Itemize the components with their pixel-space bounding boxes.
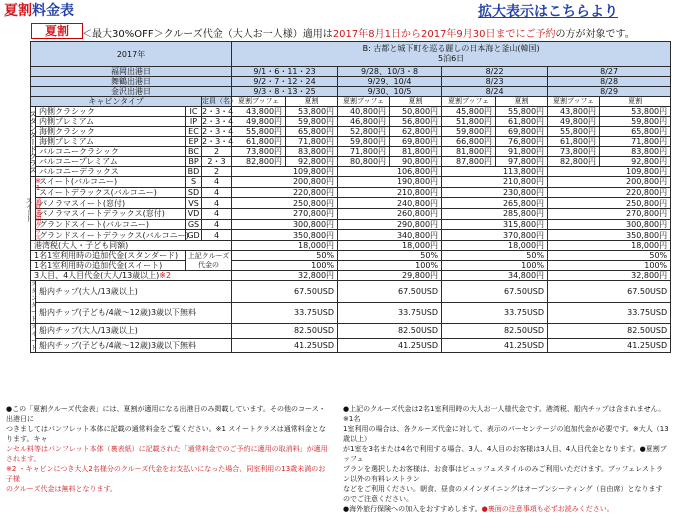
price-cell: 92,800円 xyxy=(600,157,671,167)
cabin-code: IP xyxy=(186,117,202,127)
col-buffet: 夏割ブッフェ xyxy=(442,97,496,107)
cabin-name: パノラマスイート(窓付) xyxy=(36,198,186,209)
price-cell: 80,800円 xyxy=(338,157,390,167)
footer-left-line: ●この「夏割クルーズ代金表」には、夏割が適用になる出港日のみ掲載しています。その他のコース・出港日に xyxy=(6,405,326,423)
price-cell: 73,800円 xyxy=(548,147,600,157)
third-person-note: ※2 xyxy=(159,271,172,280)
price-cell: 49,800円 xyxy=(548,117,600,127)
col-natsuwari: 夏割 xyxy=(600,97,671,107)
port-tax-value: 18,000円 xyxy=(442,241,548,251)
price-cell: 51,800円 xyxy=(442,117,496,127)
extra-label xyxy=(31,271,232,281)
footer-left-line: つきましてはパンフレット本体に記載の通常料金をご覧ください。※1 スイートクラスは通常料金となります。キャ xyxy=(6,425,326,443)
price-cell: 73,800円 xyxy=(232,147,286,157)
tip-group-standard: スタンダード xyxy=(31,281,38,323)
footer-left-line: ンセル料等はパンフレット本体（裏表紙）に記載された「通常料金でのご予約に適用の取消料」が適用されます。 xyxy=(6,445,328,463)
price-cell: 59,800円 xyxy=(286,117,338,127)
natsuwari-badge: 夏割 xyxy=(31,23,83,39)
price-cell: 113,800円 xyxy=(442,167,548,177)
cabin-name: グランドスイート(バルコニー) xyxy=(36,219,186,230)
price-cell: 83,800円 xyxy=(286,147,338,157)
port-row-maizuru xyxy=(31,77,671,87)
extra-row-standard xyxy=(31,251,671,261)
price-cell: 270,800円 xyxy=(548,208,671,219)
price-cell: 69,800円 xyxy=(496,127,548,137)
col-cabin-type: キャビンタイプ xyxy=(31,97,202,107)
tip-value: 33.75USD xyxy=(442,302,548,324)
cabin-row xyxy=(31,208,671,219)
cabin-name: バルコニーデラックス xyxy=(36,167,186,177)
tip-value: 82.50USD xyxy=(442,324,548,339)
cabin-name: 内側クラシック xyxy=(36,107,186,117)
price-cell: 62,800円 xyxy=(390,127,442,137)
extra-value: 50% xyxy=(548,251,671,261)
price-cell: 109,800円 xyxy=(232,167,338,177)
extra-note: 上記クルーズ代金の xyxy=(186,251,232,271)
price-cell: 71,800円 xyxy=(600,137,671,147)
cabin-capacity: 2・3・4 xyxy=(202,117,234,126)
price-cell: 87,800円 xyxy=(442,157,496,167)
cabin-capacity: 2 xyxy=(202,147,232,157)
tip-value: 67.50USD xyxy=(442,281,548,303)
price-cell: 106,800円 xyxy=(338,167,442,177)
cabin-capacity: 4 xyxy=(202,208,232,219)
extra-value: 50% xyxy=(442,251,548,261)
cabin-capacity: 4 xyxy=(202,177,232,188)
col-buffet: 夏割ブッフェ xyxy=(548,97,600,107)
price-cell: 220,800円 xyxy=(548,187,671,198)
extra-value: 100% xyxy=(232,261,338,271)
port-date: 8/23 xyxy=(442,77,548,87)
tip-row xyxy=(31,324,671,339)
col-capacity: 定員（名） xyxy=(202,97,237,105)
price-cell: 43,800円 xyxy=(232,107,286,117)
price-cell: 290,800円 xyxy=(338,219,442,230)
tip-value: 67.50USD xyxy=(548,281,671,303)
price-cell: 61,800円 xyxy=(496,117,548,127)
price-cell: 56,800円 xyxy=(390,117,442,127)
third-person-label: 3人目、4人目代金(大人/13歳以上) xyxy=(34,271,160,280)
tip-value: 41.25USD xyxy=(548,338,671,353)
tip-label: 船内チップ(子ども/4歳～12歳)3歳以下無料 xyxy=(36,302,232,324)
cabin-name: バルコニークラシック xyxy=(36,147,186,157)
footer-right-line: などをご利用ください。朝食、昼食のメインダイニングはオープンシーティング（自由席）となりますのでご注意ください。 xyxy=(343,485,663,503)
port-date: 8/27 xyxy=(548,67,671,77)
footer-right xyxy=(343,404,669,514)
suite-label: スイート xyxy=(25,196,33,221)
price-cell: 81,800円 xyxy=(442,147,496,157)
cabin-capacity: 2 xyxy=(202,167,232,177)
cabin-row xyxy=(31,198,671,209)
footer-warning: ●裏面の注意事項も必ずお読みください。 xyxy=(481,505,614,513)
port-date: 9/2・7・12・24 xyxy=(232,77,338,87)
price-cell: 190,800円 xyxy=(338,177,442,188)
cabin-row xyxy=(31,107,671,117)
price-cell: 53,800円 xyxy=(600,107,671,117)
cabin-code: EC xyxy=(186,127,202,137)
cabin-name: 海側プレミアム xyxy=(36,137,186,147)
extra-value: 100% xyxy=(442,261,548,271)
cabin-code: VD xyxy=(186,208,202,219)
footer-right-line: 1室利用の場合は、各クルーズ代金に対して、表示のパーセンテージの追加代金が必要です。※大人（13歳以上） xyxy=(343,425,669,443)
price-cell: 43,800円 xyxy=(548,107,600,117)
cabin-capacity: 2・3・4 xyxy=(202,137,234,146)
cabin-capacity: 4 xyxy=(202,198,232,209)
price-cell: 340,800円 xyxy=(338,230,442,241)
cabin-capacity: 2・3・4 xyxy=(202,127,234,136)
route-nights: 5泊6日 xyxy=(438,54,465,63)
extra-value: 34,800円 xyxy=(442,271,548,281)
footer-right-line: が1室を3名または4名で利用する場合、3人、4人目のお客様は3人目、4人目代金となります。●夏割ブッフェ xyxy=(343,445,667,463)
cabin-capacity: 4 xyxy=(202,219,232,230)
suite-note: ※1 通常適用クラス xyxy=(34,177,42,240)
tip-value: 41.25USD xyxy=(338,338,442,353)
price-cell: 65,800円 xyxy=(600,127,671,137)
cabin-name: バルコニープレミアム xyxy=(36,157,186,167)
suite-class-label xyxy=(25,177,42,241)
tip-label: 船内チップ(子ども/4歳～12歳)3歳以下無料 xyxy=(36,338,232,353)
tip-value: 33.75USD xyxy=(548,302,671,324)
tip-row xyxy=(31,338,671,353)
cabin-row xyxy=(31,127,671,137)
port-date: 9/30、10/5 xyxy=(338,87,442,97)
extra-value: 32,800円 xyxy=(548,271,671,281)
price-table xyxy=(25,41,671,353)
cabin-capacity: 4 xyxy=(202,187,232,198)
price-cell: 52,800円 xyxy=(338,127,390,137)
footer-right-line xyxy=(343,504,669,514)
price-cell: 260,800円 xyxy=(338,208,442,219)
standard-class-label: スタンダードクラス xyxy=(31,107,36,177)
cabin-code: BC xyxy=(186,147,202,157)
price-cell: 82,800円 xyxy=(232,157,286,167)
route-cell xyxy=(232,42,671,67)
col-natsuwari: 夏割 xyxy=(390,97,442,107)
extra-value: 100% xyxy=(338,261,442,271)
footer-left-line: ※2 ・キャビンにつき大人2名様分のクルーズ代金をお支払いになった場合、同室利用の13歳未満のお子様 xyxy=(6,465,326,483)
tip-value: 33.75USD xyxy=(338,302,442,324)
tip-label: 船内チップ(大人/13歳以上) xyxy=(36,324,232,339)
cabin-code: BD xyxy=(186,167,202,177)
port-date: 9/3・8・13・25 xyxy=(232,87,338,97)
price-cell: 55,800円 xyxy=(232,127,286,137)
cabin-row xyxy=(31,137,671,147)
price-cell: 71,800円 xyxy=(286,137,338,147)
price-cell: 90,800円 xyxy=(390,157,442,167)
price-cell: 109,800円 xyxy=(548,167,671,177)
footer-right-line: ●上記のクルーズ代金は2名1室利用時の大人お一人様代金です。港湾税、船内チップは含まれません。 ※1名 xyxy=(343,405,666,423)
tip-value: 67.50USD xyxy=(338,281,442,303)
price-cell: 49,800円 xyxy=(232,117,286,127)
col-buffet: 夏割ブッフェ xyxy=(232,97,286,107)
cabin-name: スイートデラックス(バルコニー) xyxy=(36,187,186,198)
price-cell: 69,800円 xyxy=(390,137,442,147)
price-cell: 91,800円 xyxy=(496,147,548,157)
footer-left xyxy=(6,404,332,494)
port-tax-value: 18,000円 xyxy=(338,241,442,251)
cabin-row xyxy=(31,117,671,127)
col-natsuwari: 夏割 xyxy=(286,97,338,107)
price-cell: 300,800円 xyxy=(548,219,671,230)
price-cell: 230,800円 xyxy=(442,187,548,198)
cabin-name: パノラマスイートデラックス(窓付) xyxy=(36,208,186,219)
cabin-name: グランドスイートデラックス(バルコニー) xyxy=(36,230,186,241)
cabin-capacity: 2・3 xyxy=(202,157,232,167)
cabin-code: EP xyxy=(186,137,202,147)
price-cell: 285,800円 xyxy=(442,208,548,219)
col-natsuwari: 夏割 xyxy=(496,97,548,107)
port-date: 9/1・6・11・23 xyxy=(232,67,338,77)
port-name: 舞鶴出港日 xyxy=(31,77,232,87)
route-name: B: 古都と城下町を巡る麗しの日本海と釜山(韓国) xyxy=(362,44,540,53)
cabin-row xyxy=(31,167,671,177)
subheader-highlight: 2017年8月1日から2017年9月30日までにご予約 xyxy=(332,29,556,40)
column-header-row xyxy=(31,97,671,107)
tip-value: 82.50USD xyxy=(548,324,671,339)
port-date: 8/28 xyxy=(548,77,671,87)
price-cell: 83,800円 xyxy=(600,147,671,157)
tip-value: 41.25USD xyxy=(232,338,338,353)
extra-value: 29,800円 xyxy=(338,271,442,281)
tip-value: 67.50USD xyxy=(232,281,338,303)
price-cell: 61,800円 xyxy=(548,137,600,147)
enlarge-link[interactable]: 拡大表示はこちらより xyxy=(478,4,618,20)
price-cell: 250,800円 xyxy=(548,198,671,209)
tip-value: 33.75USD xyxy=(232,302,338,324)
cabin-name: 海側クラシック xyxy=(36,127,186,137)
tip-value: 82.50USD xyxy=(232,324,338,339)
price-cell: 240,800円 xyxy=(338,198,442,209)
extra-value: 50% xyxy=(338,251,442,261)
price-cell: 76,800円 xyxy=(496,137,548,147)
price-cell: 350,800円 xyxy=(232,230,338,241)
price-cell: 315,800円 xyxy=(442,219,548,230)
cabin-name: スイート(バルコニー) xyxy=(36,177,186,188)
price-cell: 370,800円 xyxy=(442,230,548,241)
price-cell: 50,800円 xyxy=(390,107,442,117)
cabin-row xyxy=(31,230,671,241)
extra-label: 1名1室利用時の追加代金(スイート) xyxy=(31,261,186,271)
price-cell: 92,800円 xyxy=(286,157,338,167)
subheader xyxy=(82,25,635,40)
price-cell: 61,800円 xyxy=(232,137,286,147)
year-cell: 2017年 xyxy=(31,42,232,67)
extra-value: 100% xyxy=(548,261,671,271)
cabin-row xyxy=(31,147,671,157)
cabin-code: BP xyxy=(186,157,202,167)
price-cell: 200,800円 xyxy=(232,177,338,188)
price-cell: 97,800円 xyxy=(496,157,548,167)
price-cell: 59,800円 xyxy=(338,137,390,147)
cabin-capacity: 4 xyxy=(202,230,232,241)
cabin-code: GD xyxy=(187,230,200,240)
port-tax-row xyxy=(31,241,671,251)
port-date: 8/24 xyxy=(442,87,548,97)
cabin-capacity: 2・3・4 xyxy=(202,107,234,116)
port-date: 9/28、10/3・8 xyxy=(338,67,442,77)
title-ryokinhyo: 料金表 xyxy=(32,3,74,19)
port-tax-value: 18,000円 xyxy=(232,241,338,251)
price-cell: 65,800円 xyxy=(286,127,338,137)
price-cell: 350,800円 xyxy=(548,230,671,241)
cabin-row xyxy=(31,157,671,167)
price-cell: 66,800円 xyxy=(442,137,496,147)
price-cell: 270,800円 xyxy=(232,208,338,219)
price-cell: 265,800円 xyxy=(442,198,548,209)
port-date: 8/22 xyxy=(442,67,548,77)
price-cell: 53,800円 xyxy=(286,107,338,117)
extra-label: 1名1室利用時の追加代金(スタンダード) xyxy=(31,251,186,261)
port-date: 9/29、10/4 xyxy=(338,77,442,87)
price-cell: 59,800円 xyxy=(442,127,496,137)
extra-row-suite xyxy=(31,261,671,271)
price-cell: 82,800円 xyxy=(548,157,600,167)
price-cell: 71,800円 xyxy=(338,147,390,157)
col-buffet: 夏割ブッフェ xyxy=(338,97,390,107)
price-cell: 55,800円 xyxy=(496,107,548,117)
extra-value: 32,800円 xyxy=(232,271,338,281)
footer-insurance: ●海外旅行保険への加入をおすすめします。 xyxy=(343,505,482,513)
price-cell: 300,800円 xyxy=(232,219,338,230)
price-cell: 40,800円 xyxy=(338,107,390,117)
price-cell: 210,800円 xyxy=(338,187,442,198)
cabin-code: IC xyxy=(186,107,202,117)
subheader-text: ＜最大30%OFF＞クルーズ代金（大人お一人様）適用は xyxy=(82,29,333,40)
cabin-code: S xyxy=(186,177,202,188)
price-cell: 59,800円 xyxy=(600,117,671,127)
cabin-row xyxy=(31,177,671,188)
subheader-suffix: の方が対象です。 xyxy=(555,29,635,40)
port-name: 金沢出港日 xyxy=(31,87,232,97)
header-title xyxy=(4,0,74,20)
cabin-name: 内側プレミアム xyxy=(36,117,186,127)
tip-row xyxy=(31,302,671,324)
cabin-row xyxy=(31,187,671,198)
title-natsuwari: 夏割 xyxy=(4,3,32,19)
price-cell: 220,800円 xyxy=(232,187,338,198)
port-row-fukuoka xyxy=(31,67,671,77)
port-row-kanazawa xyxy=(31,87,671,97)
port-tax-label: 港湾税(大人・子ども同額) xyxy=(31,241,232,251)
tip-row xyxy=(31,281,671,303)
cabin-code: SD xyxy=(186,187,202,198)
price-cell: 81,800円 xyxy=(390,147,442,157)
port-date: 8/29 xyxy=(548,87,671,97)
tip-value: 82.50USD xyxy=(338,324,442,339)
tip-group-suite: スイート xyxy=(31,324,38,352)
price-cell: 250,800円 xyxy=(232,198,338,209)
tip-value: 41.25USD xyxy=(442,338,548,353)
cabin-code: GS xyxy=(186,219,202,230)
extra-value: 50% xyxy=(232,251,338,261)
port-name: 福岡出港日 xyxy=(31,67,232,77)
price-cell: 200,800円 xyxy=(548,177,671,188)
cabin-row xyxy=(31,219,671,230)
price-cell: 210,800円 xyxy=(442,177,548,188)
footer-left-line: のクルーズ代金は無料となります。 xyxy=(6,485,117,493)
price-cell: 45,800円 xyxy=(442,107,496,117)
port-tax-value: 18,000円 xyxy=(548,241,671,251)
cabin-code: VS xyxy=(186,198,202,209)
price-cell: 55,800円 xyxy=(548,127,600,137)
extra-row-third-person xyxy=(31,271,671,281)
price-cell: 46,800円 xyxy=(338,117,390,127)
tip-label: 船内チップ(大人/13歳以上) xyxy=(36,281,232,303)
footer-right-line: プランを選択したお客様は、お食事はビュッフェスタイルのみご利用いただけます。ブッフェレストラン以外の有料レストラン xyxy=(343,465,663,483)
